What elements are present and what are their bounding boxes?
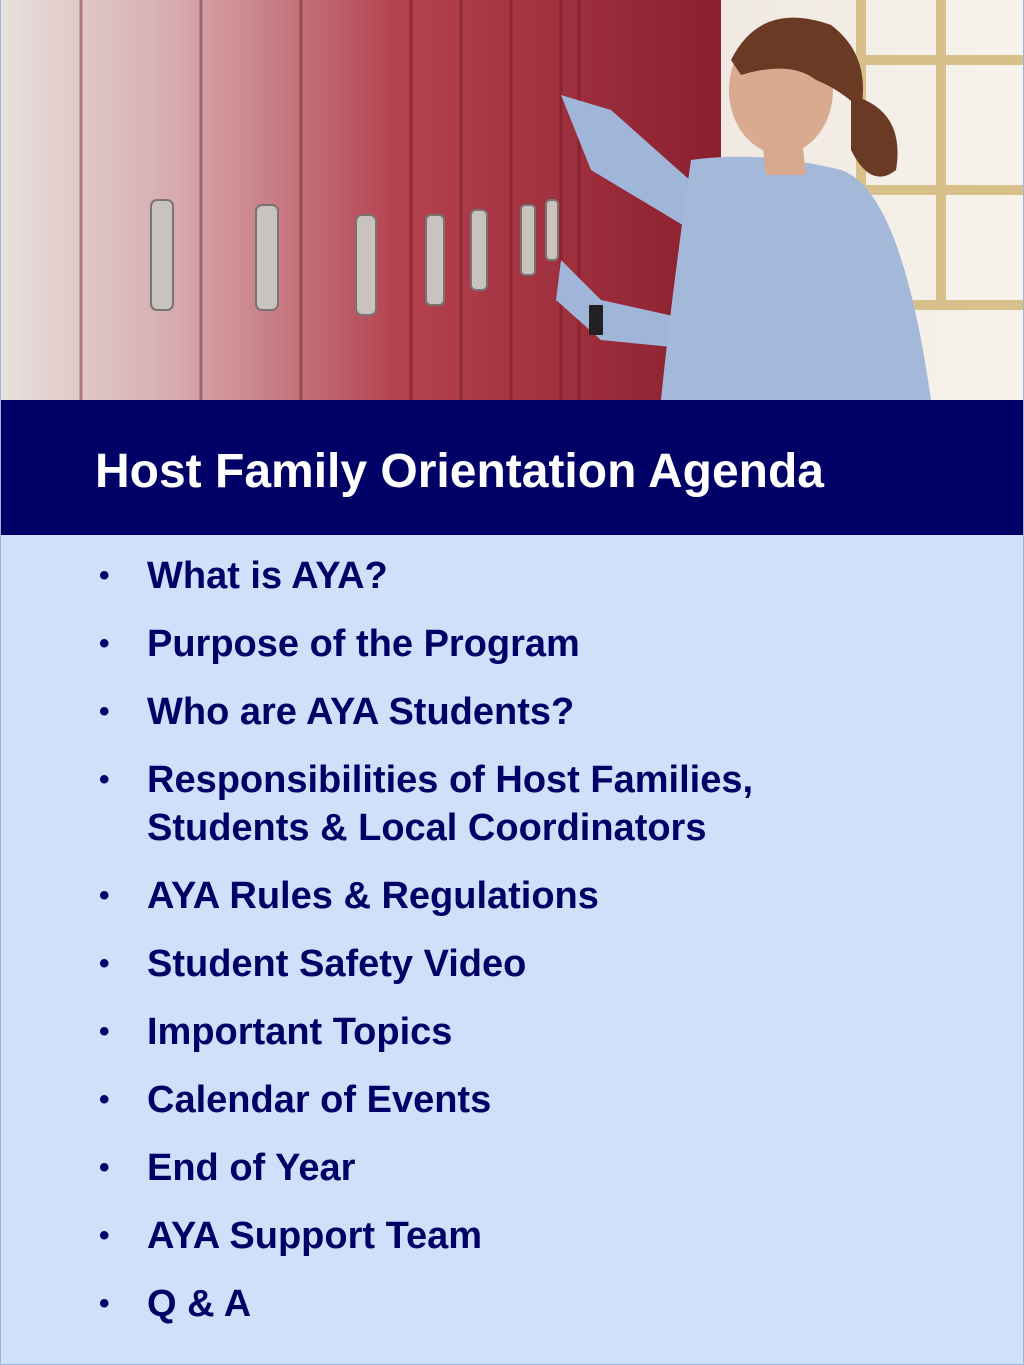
- agenda-item: [1, 872, 1001, 920]
- bullet-icon: •: [99, 947, 110, 980]
- agenda-item-text: Calendar of Events: [147, 1079, 492, 1121]
- agenda-item: [1, 1212, 1001, 1260]
- agenda-item: [1, 1008, 1001, 1056]
- agenda-item-text: Responsibilities of Host Families, Students & Local Coordinators: [147, 759, 754, 849]
- slide-title: Host Family Orientation Agenda: [95, 445, 824, 498]
- bullet-icon: •: [99, 559, 110, 592]
- bullet-icon: •: [99, 695, 110, 728]
- title-band: [1, 400, 1024, 535]
- agenda-item-text: End of Year: [147, 1147, 356, 1189]
- hero-photo: [1, 0, 1024, 400]
- agenda-list: [1, 552, 1001, 1348]
- agenda-item-text: Important Topics: [147, 1011, 453, 1053]
- agenda-item-text: What is AYA?: [147, 555, 388, 597]
- agenda-item: [1, 756, 1001, 852]
- bullet-icon: •: [99, 1015, 110, 1048]
- agenda-item: [1, 552, 1001, 600]
- student-at-locker-illustration: [1, 0, 1024, 400]
- agenda-item: [1, 1144, 1001, 1192]
- bullet-icon: •: [99, 627, 110, 660]
- agenda-item: [1, 688, 1001, 736]
- bullet-icon: •: [99, 1151, 110, 1184]
- agenda-item-text: AYA Support Team: [147, 1215, 483, 1257]
- bullet-icon: •: [99, 879, 110, 912]
- bullet-icon: •: [99, 1287, 110, 1320]
- bullet-icon: •: [99, 763, 110, 796]
- agenda-item: [1, 1280, 1001, 1328]
- agenda-item-text: Purpose of the Program: [147, 623, 580, 665]
- bullet-icon: •: [99, 1219, 110, 1252]
- bullet-icon: •: [99, 1083, 110, 1116]
- agenda-item: [1, 620, 1001, 668]
- agenda-item: [1, 1076, 1001, 1124]
- agenda-item-text: Who are AYA Students?: [147, 691, 575, 733]
- agenda-item-text: Student Safety Video: [147, 943, 527, 985]
- agenda-item-text: Q & A: [147, 1283, 252, 1325]
- agenda-item-text: AYA Rules & Regulations: [147, 875, 599, 917]
- agenda-item: [1, 940, 1001, 988]
- watch: [589, 305, 603, 335]
